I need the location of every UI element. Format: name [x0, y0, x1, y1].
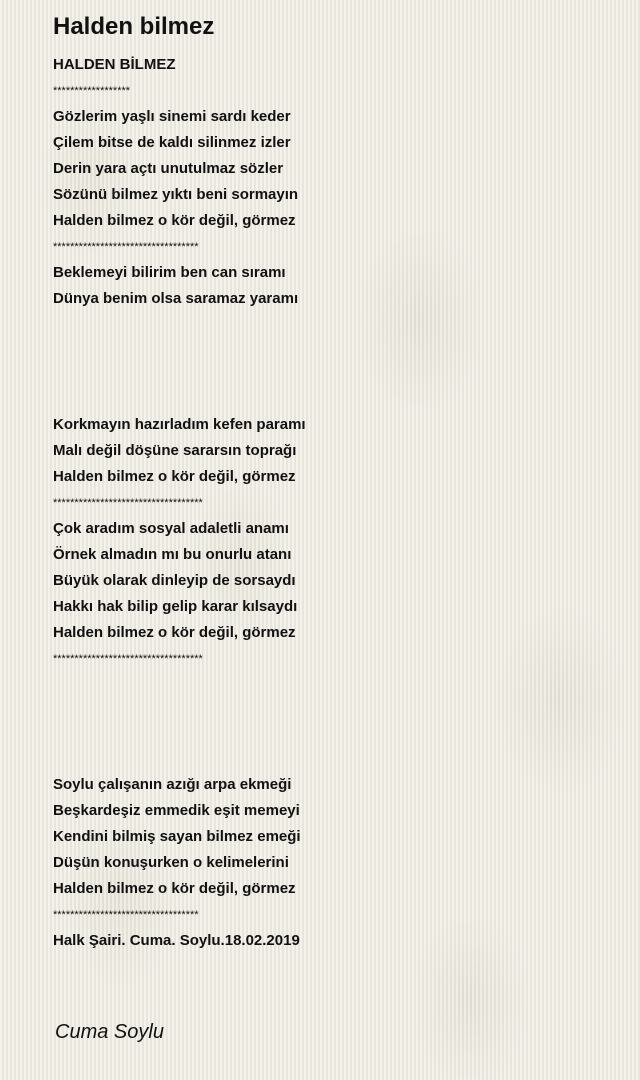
poem-line: Büyük olarak dinleyip de sorsaydı [53, 572, 296, 589]
poem-line: Soylu çalışanın azığı arpa ekmeği [53, 776, 292, 793]
poem-line: Çilem bitse de kaldı silinmez izler [53, 134, 291, 151]
closing-line: Halk Şairi. Cuma. Soylu.18.02.2019 [53, 932, 300, 949]
poem-line: Hakkı hak bilip gelip karar kılsaydı [53, 598, 298, 615]
poem-line: Halden bilmez o kör değil, görmez [53, 468, 296, 485]
poem-line: Kendini bilmiş sayan bilmez emeği [53, 828, 301, 845]
stanza-3 [53, 412, 613, 490]
poem-line: Malı değil döşüne sararsın toprağı [53, 442, 297, 459]
spacer [53, 672, 613, 772]
separator: *********************************** [53, 497, 203, 509]
separator: ********************************** [53, 241, 199, 253]
poem-title: HALDEN BİLMEZ [53, 56, 176, 73]
poem-line: Çok aradım sosyal adaletli anamı [53, 520, 289, 537]
poem-line: Derin yara açtı unutulmaz sözler [53, 160, 284, 177]
poem-line: Halden bilmez o kör değil, görmez [53, 624, 296, 641]
poem-line: Gözlerim yaşlı sinemi sardı keder [53, 108, 291, 125]
poem-line: Beşkardeşiz emmedik eşit memeyi [53, 802, 300, 819]
spacer [53, 312, 613, 412]
stanza-1 [53, 104, 613, 234]
author-signature: Cuma Soylu [55, 1021, 164, 1043]
poem-line: Düşün konuşurken o kelimelerini [53, 854, 289, 871]
page-title: Halden bilmez [53, 13, 215, 40]
poem-line: Dünya benim olsa saramaz yaramı [53, 290, 299, 307]
separator: *********************************** [53, 653, 203, 665]
poem-line: Örnek almadın mı bu onurlu atanı [53, 546, 292, 563]
stanza-2 [53, 260, 613, 312]
poem-line: Sözünü bilmez yıktı beni sormayın [53, 186, 299, 203]
poem-line: Halden bilmez o kör değil, görmez [53, 880, 296, 897]
poem-line: Halden bilmez o kör değil, görmez [53, 212, 296, 229]
poem-page [53, 10, 613, 954]
separator: ****************** [53, 85, 131, 97]
poem-line: Korkmayın hazırladım kefen paramı [53, 416, 306, 433]
poem-line: Beklemeyi bilirim ben can sıramı [53, 264, 286, 281]
stanza-5 [53, 772, 613, 902]
separator: ********************************** [53, 909, 199, 921]
stanza-4 [53, 516, 613, 646]
